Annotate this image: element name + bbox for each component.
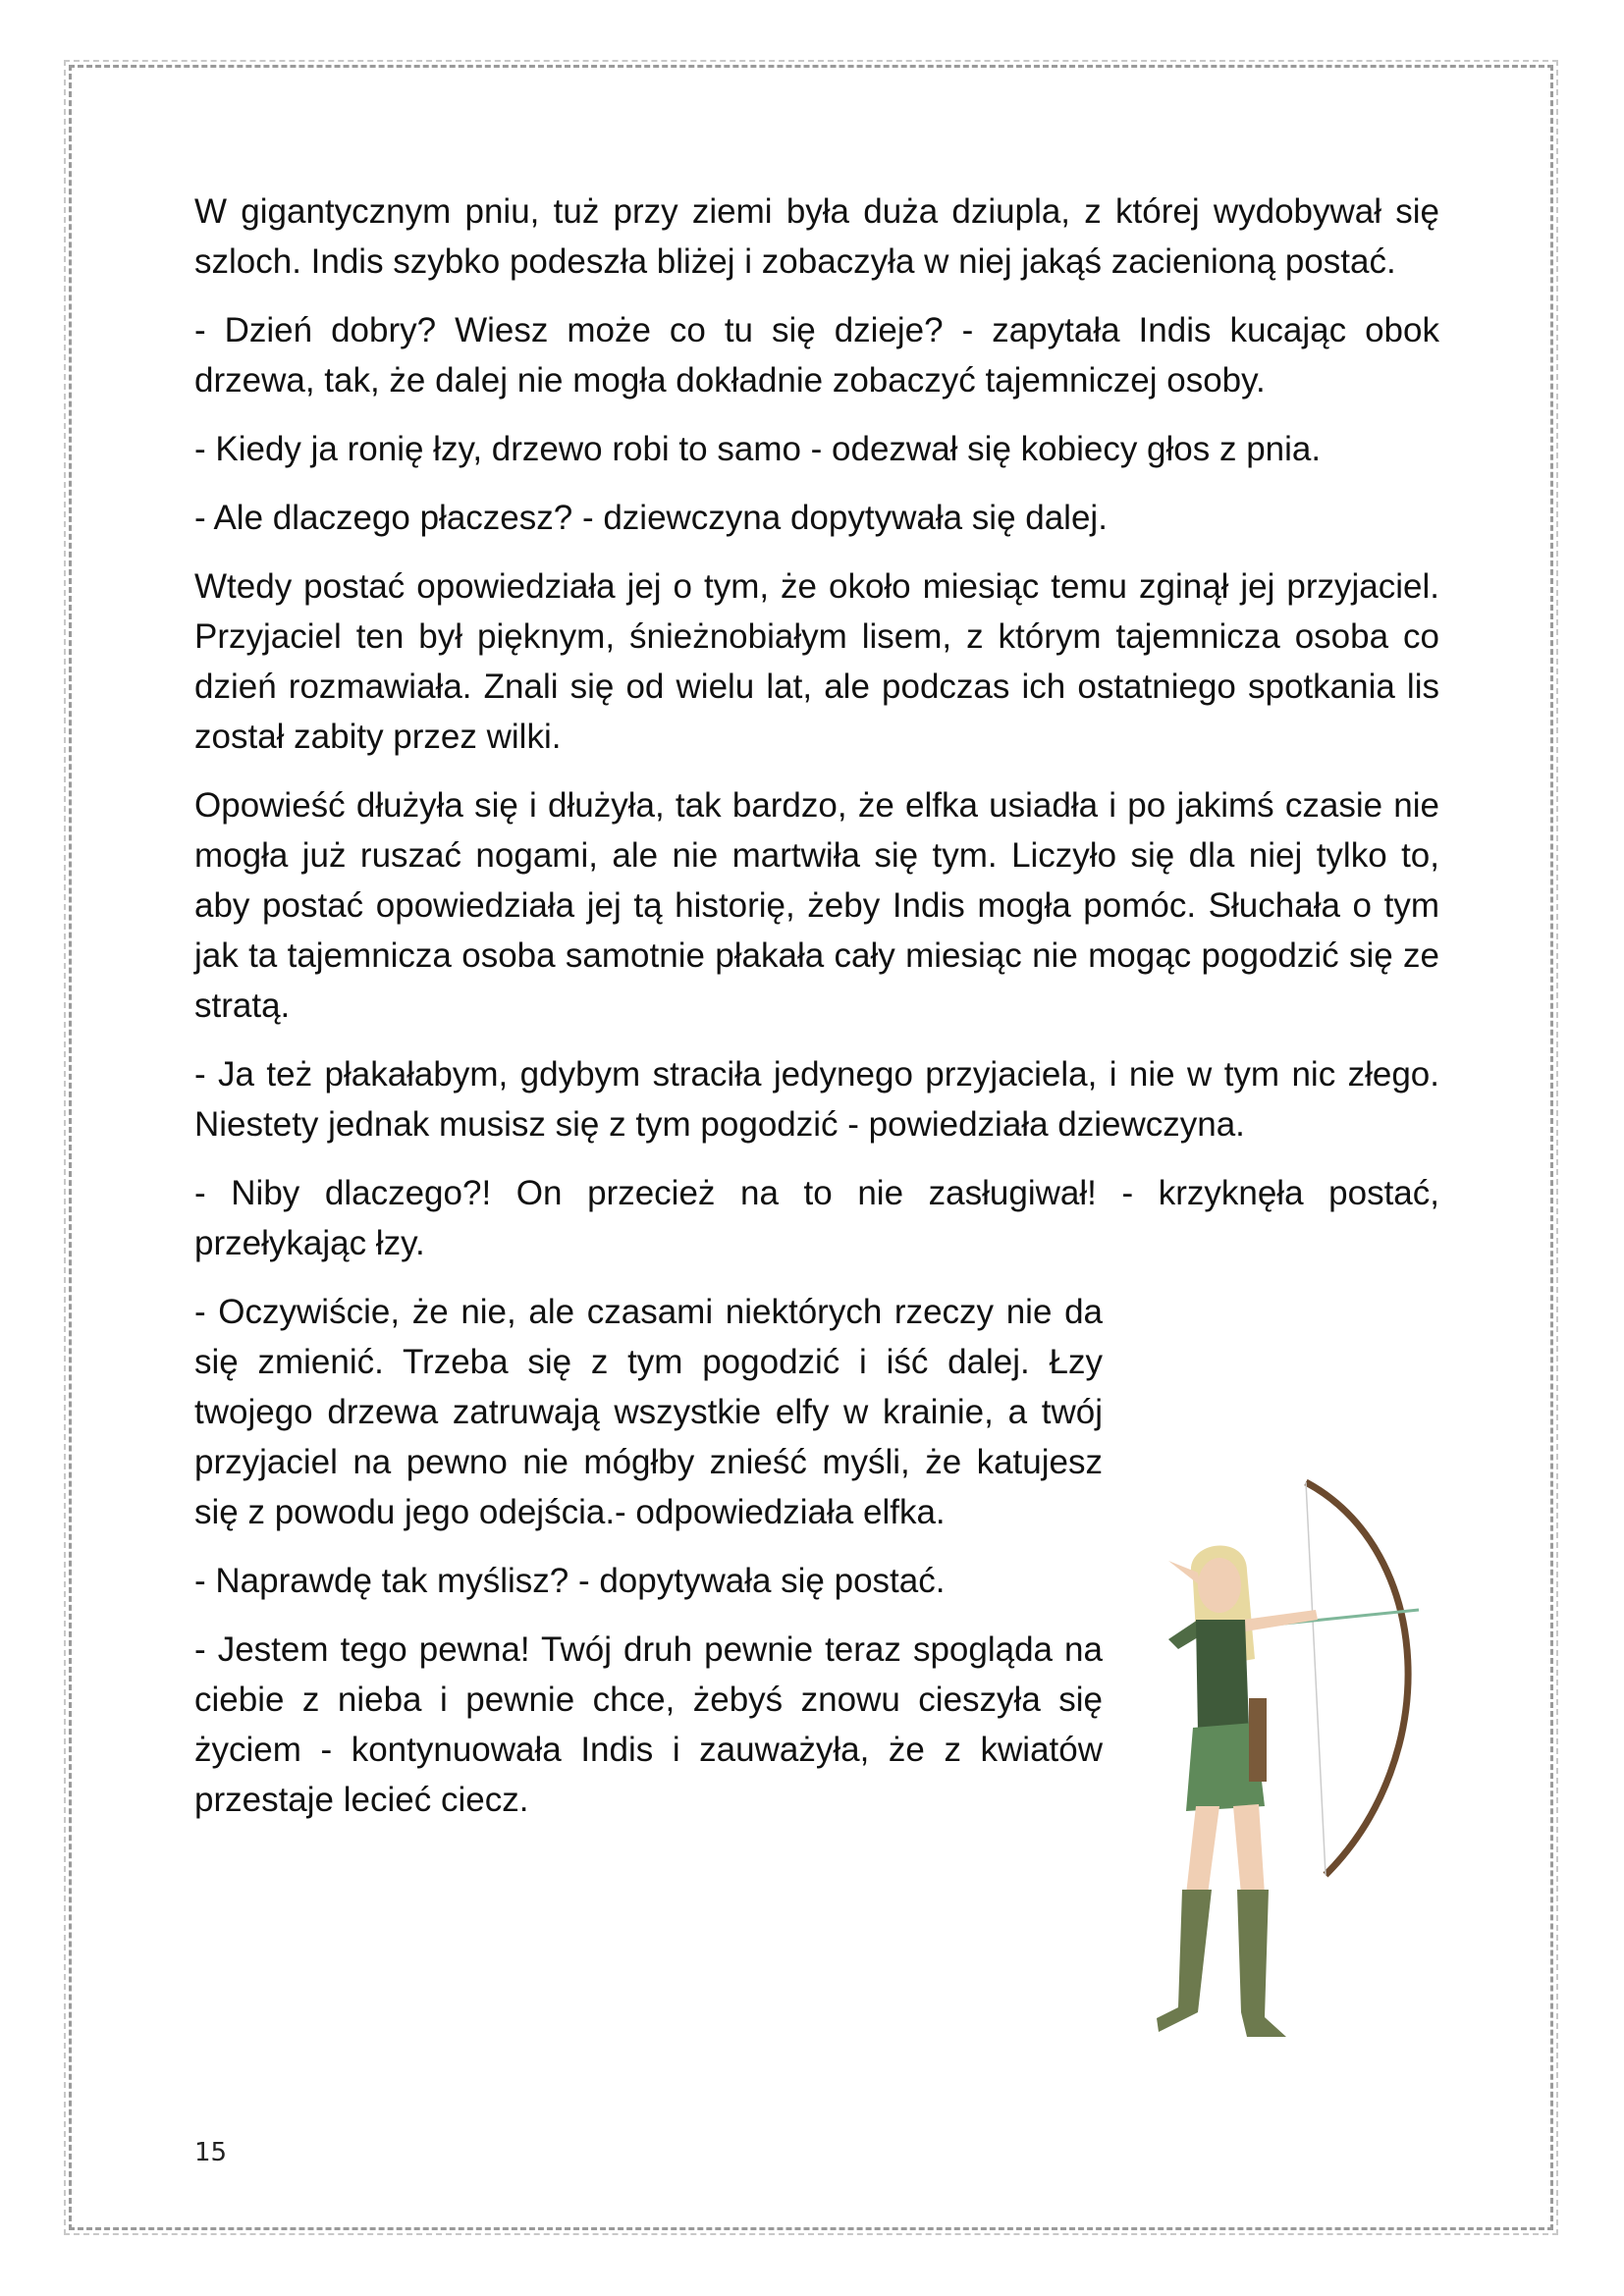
paragraph-11: - Jestem tego pewna! Twój druh pewnie teraz spogląda na ciebie z nieba i pewnie chce, żebyś znowu cieszyła się życiem - kontynuowała Indis i zauważyła, że z kwiatów przestaje lecieć ciecz. xyxy=(194,1630,1103,1819)
page-number: 15 xyxy=(194,2138,228,2167)
bowstring-shape xyxy=(1306,1482,1326,1875)
left-boot-shape xyxy=(1157,1890,1212,2032)
paragraph-7: - Ja też płakałabym, gdybym straciła jedynego przyjaciela, i nie w tym nic złego. Niestety jednak musisz się z tym pogodzić - powiedziała dziewczyna. xyxy=(194,1055,1439,1144)
paragraph-4: - Ale dlaczego płaczesz? - dziewczyna dopytywała się dalej. xyxy=(194,499,1108,537)
paragraph-1: W gigantycznym pniu, tuż przy ziemi była duża dziupla, z której wydobywał się szloch. Indis szybko podeszła bliżej i zobaczyła w niej jakąś zacienioną postać. xyxy=(194,192,1439,281)
left-leg-shape xyxy=(1186,1806,1219,1895)
elf-archer-illustration xyxy=(1139,1463,1453,2042)
paragraph-6: Opowieść dłużyła się i dłużyła, tak bardzo, że elfka usiadła i po jakimś czasie nie mogła już ruszać nogami, ale nie martwiła się tym. Liczyło się dla niej tylko to, aby postać opowiedziała jej tą historię, żeby Indis mogła pomóc. Słuchała o tym jak ta tajemnicza osoba samotnie płakała cały miesiąc nie mogąc pogodzić się ze stratą. xyxy=(194,786,1439,1025)
bow-shape xyxy=(1306,1482,1408,1875)
paragraph-8: - Niby dlaczego?! On przecież na to nie zasługiwał! - krzyknęła postać, przełykając łzy. xyxy=(194,1174,1439,1262)
torso-shape xyxy=(1196,1620,1249,1733)
paragraph-2: - Dzień dobry? Wiesz może co tu się dzieje? - zapytała Indis kucając obok drzewa, tak, że dalej nie mogła dokładnie zobaczyć tajemniczej osoby. xyxy=(194,311,1439,400)
right-leg-shape xyxy=(1233,1804,1265,1895)
paragraph-5: Wtedy postać opowiedziała jej o tym, że około miesiąc temu zginął jej przyjaciel. Przyjaciel ten był pięknym, śnieżnobiałym lisem, z którym tajemnicza osoba co dzień rozmawiała. Znali się od wielu lat, ale podczas ich ostatniego spotkania lis został zabity przez wilki. xyxy=(194,567,1439,756)
paragraph-3: - Kiedy ja ronię łzy, drzewo robi to samo - odezwał się kobiecy głos z pnia. xyxy=(194,430,1322,468)
paragraph-10: - Naprawdę tak myślisz? - dopytywała się postać. xyxy=(194,1562,946,1600)
head-shape xyxy=(1198,1558,1241,1613)
right-boot-shape xyxy=(1237,1890,1286,2037)
quiver-shape xyxy=(1249,1698,1267,1782)
paragraph-9: - Oczywiście, że nie, ale czasami niektórych rzeczy nie da się zmienić. Trzeba się z tym pogodzić i iść dalej. Łzy twojego drzewa zatruwają wszystkie elfy w krainie, a twój przyjaciel na pewno nie mógłby znieść myśli, że katujesz się z powodu jego odejścia.- odpowiedziała elfka. xyxy=(194,1293,1103,1531)
